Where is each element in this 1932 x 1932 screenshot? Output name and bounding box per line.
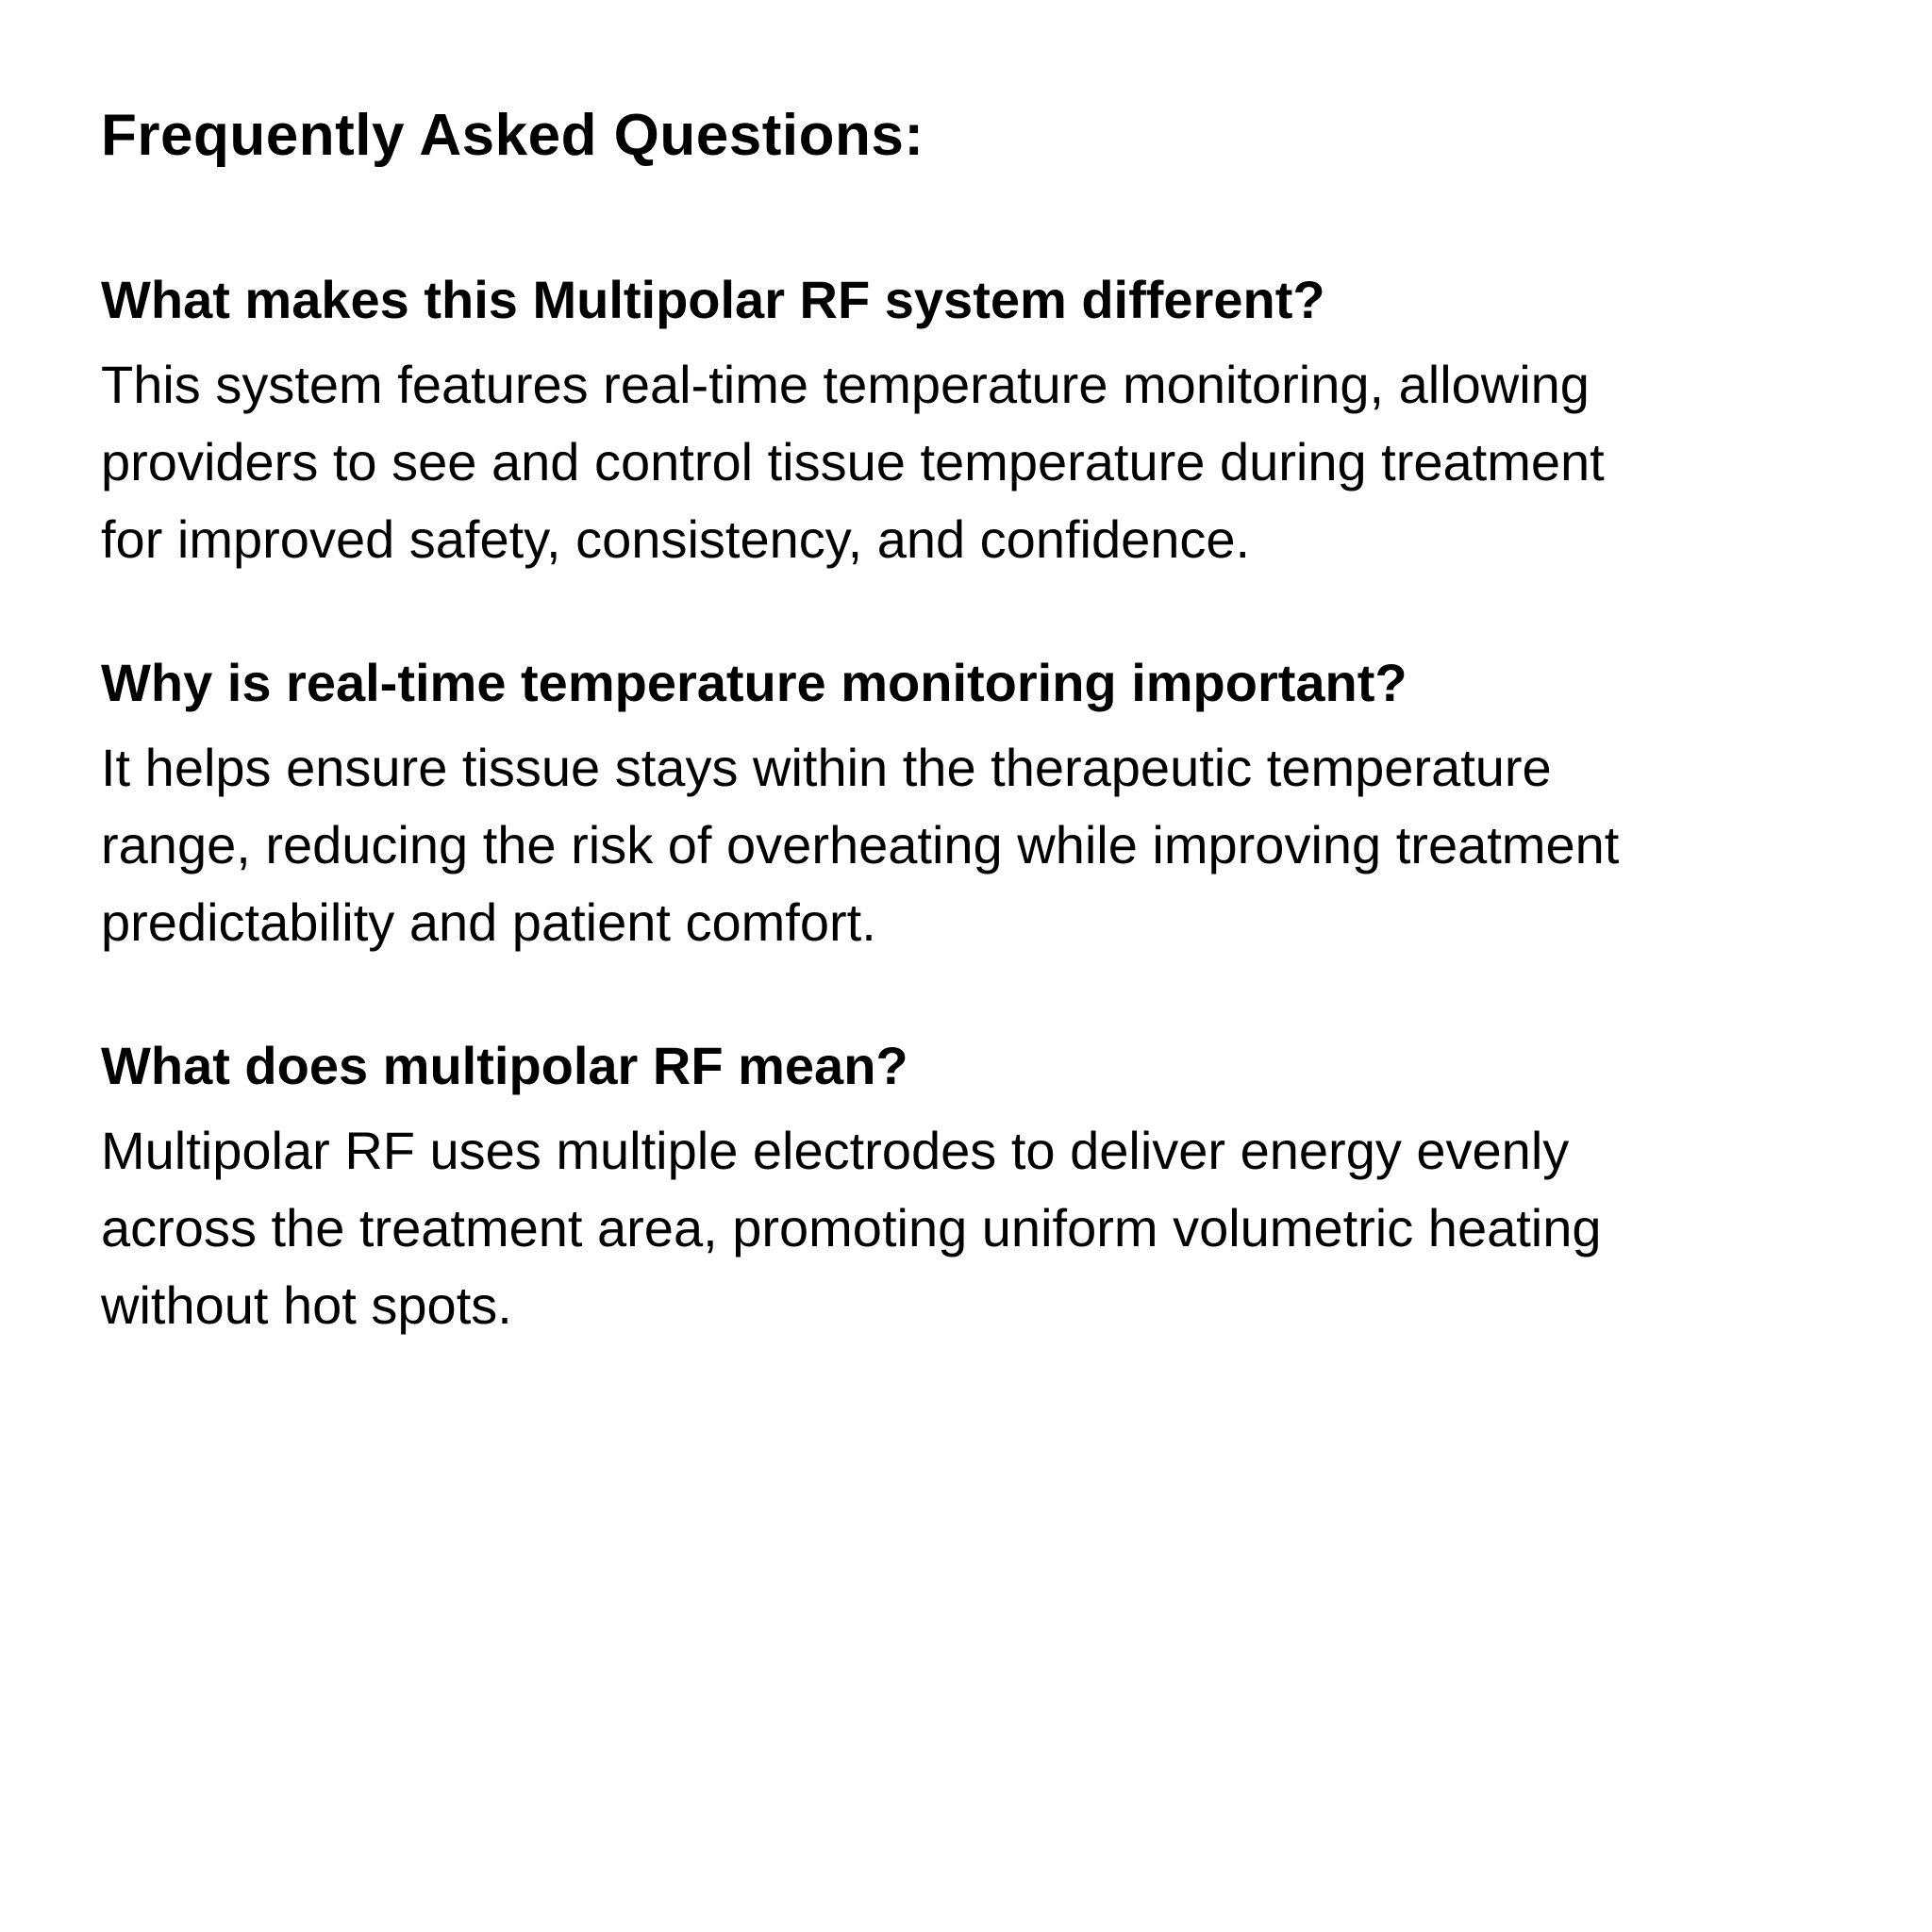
faq-answer-3-line-3: without hot spots. [101,1275,512,1336]
faq-answer-2-line-2: range, reducing the risk of overheating while improving treatment [101,815,1620,875]
faq-item-1 [101,267,1828,578]
faq-answer-2-line-1: It helps ensure tissue stays within the therapeutic temperature [101,738,1552,798]
faq-item-2 [101,650,1828,961]
page-title: Frequently Asked Questions: [101,103,924,168]
faq-question-1: What makes this Multipolar RF system different? [101,270,1325,330]
faq-answer-1-line-1: This system features real-time temperature monitoring, allowing [101,355,1590,415]
faq-answer-3 [101,1112,1828,1344]
faq-question-3: What does multipolar RF mean? [101,1036,908,1096]
faq-answer-2 [101,729,1828,961]
faq-answer-2-line-3: predictability and patient comfort. [101,892,876,953]
faq-question-2: Why is real-time temperature monitoring important? [101,653,1407,713]
faq-answer-1-line-2: providers to see and control tissue temperature during treatment [101,432,1605,492]
faq-item-3 [101,1033,1828,1344]
faq-answer-3-line-2: across the treatment area, promoting uniform volumetric heating [101,1198,1602,1258]
faq-answer-1-line-3: for improved safety, consistency, and confidence. [101,509,1251,570]
faq-answer-1 [101,346,1828,578]
faq-answer-3-line-1: Multipolar RF uses multiple electrodes to deliver energy evenly [101,1121,1570,1181]
